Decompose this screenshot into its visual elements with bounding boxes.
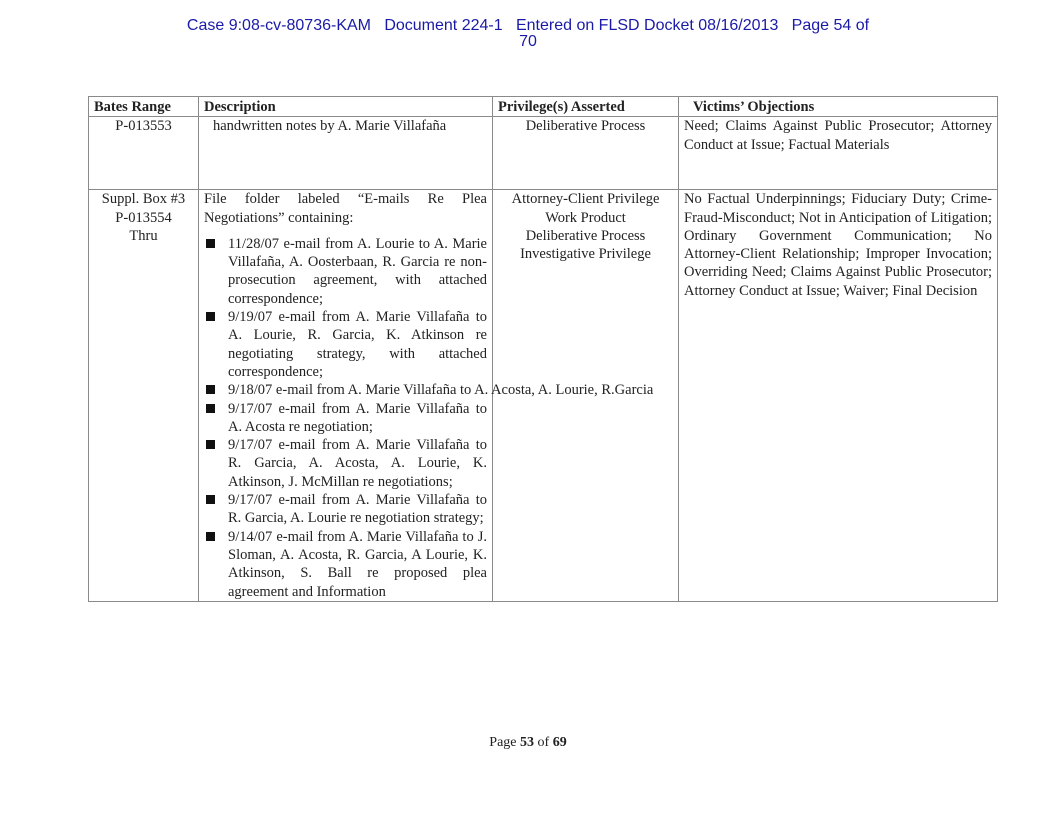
objections-cell: No Factual Underpinnings; Fiduciary Duty; Crime-Fraud-Misconduct; Not in Anticipation of Litigation; Ordinary Government Communication; No Attorney-Client Relationship; Improper Invocation; Overriding Need; Claims Against Public Prosecutor; Attorney Conduct at Issue; Waiver; Final Decision bbox=[679, 190, 998, 602]
bates-line: P-013554 bbox=[115, 209, 172, 226]
bates-line: Thru bbox=[129, 227, 158, 244]
list-item: 11/28/07 e-mail from A. Lourie to A. Marie Villafaña, A. Oosterbaan, R. Garcia re non-prosecution agreement, with attached correspondence; bbox=[204, 235, 487, 308]
column-header-privilege: Privilege(s) Asserted bbox=[493, 97, 679, 117]
footer-page-number: 53 bbox=[520, 735, 535, 750]
bates-line: Suppl. Box #3 bbox=[101, 191, 186, 208]
bullet-square-icon bbox=[206, 385, 215, 394]
list-item: 9/14/07 e-mail from A. Marie Villafaña to J. Sloman, A. Acosta, R. Garcia, A Lourie, K. Atkinson, S. Ball re proposed plea agreement and Information bbox=[204, 528, 487, 601]
column-header-bates: Bates Range bbox=[89, 97, 199, 117]
page-footer bbox=[0, 735, 1056, 751]
bullet-square-icon bbox=[206, 532, 215, 541]
footer-prefix: Page bbox=[489, 735, 517, 750]
bullet-square-icon bbox=[206, 312, 215, 321]
list-item: 9/18/07 e-mail from A. Marie Villafaña to A. Acosta, A. Lourie, R.Garcia bbox=[204, 381, 487, 399]
description-intro: File folder labeled “E-mails Re Plea Negotiations” containing: bbox=[204, 191, 487, 226]
column-header-objections: Victims’ Objections bbox=[679, 97, 998, 117]
privilege-line: Work Product bbox=[545, 209, 626, 226]
list-item: 9/17/07 e-mail from A. Marie Villafaña to A. Acosta re negotiation; bbox=[204, 400, 487, 437]
bullet-square-icon bbox=[206, 495, 215, 504]
objections-cell: Need; Claims Against Public Prosecutor; Attorney Conduct at Issue; Factual Materials bbox=[679, 117, 998, 190]
column-header-description: Description bbox=[199, 97, 493, 117]
bates-cell: P-013553 bbox=[89, 117, 199, 190]
footer-page-total: 69 bbox=[552, 735, 567, 750]
bullet-square-icon bbox=[206, 239, 215, 248]
docket-header bbox=[0, 18, 1056, 50]
list-item: 9/17/07 e-mail from A. Marie Villafaña to R. Garcia, A. Acosta, A. Lourie, K. Atkinson, J. McMillan re negotiations; bbox=[204, 436, 487, 491]
docket-header-line1: Case 9:08-cv-80736-KAM Document 224-1 Entered on FLSD Docket 08/16/2013 Page 54 of bbox=[186, 17, 870, 34]
list-item: 9/17/07 e-mail from A. Marie Villafaña to R. Garcia, A. Lourie re negotiation strategy; bbox=[204, 491, 487, 528]
docket-header-line2: 70 bbox=[519, 33, 537, 50]
bullet-square-icon bbox=[206, 404, 215, 413]
bullet-square-icon bbox=[206, 440, 215, 449]
table-row bbox=[89, 117, 998, 190]
privilege-line: Attorney-Client Privilege bbox=[511, 191, 660, 208]
privilege-line: Deliberative Process bbox=[525, 227, 646, 244]
bates-cell bbox=[89, 190, 199, 602]
privilege-cell: Deliberative Process bbox=[493, 117, 679, 190]
table-header-row bbox=[89, 97, 998, 117]
table-row bbox=[89, 190, 998, 602]
footer-of: of bbox=[537, 735, 550, 750]
privilege-line: Investigative Privilege bbox=[520, 246, 651, 263]
description-cell: handwritten notes by A. Marie Villafaña bbox=[199, 117, 493, 190]
list-item: 9/19/07 e-mail from A. Marie Villafaña to A. Lourie, R. Garcia, K. Atkinson re negotiating strategy, with attached correspondence; bbox=[204, 308, 487, 381]
privilege-log-table bbox=[88, 96, 998, 602]
